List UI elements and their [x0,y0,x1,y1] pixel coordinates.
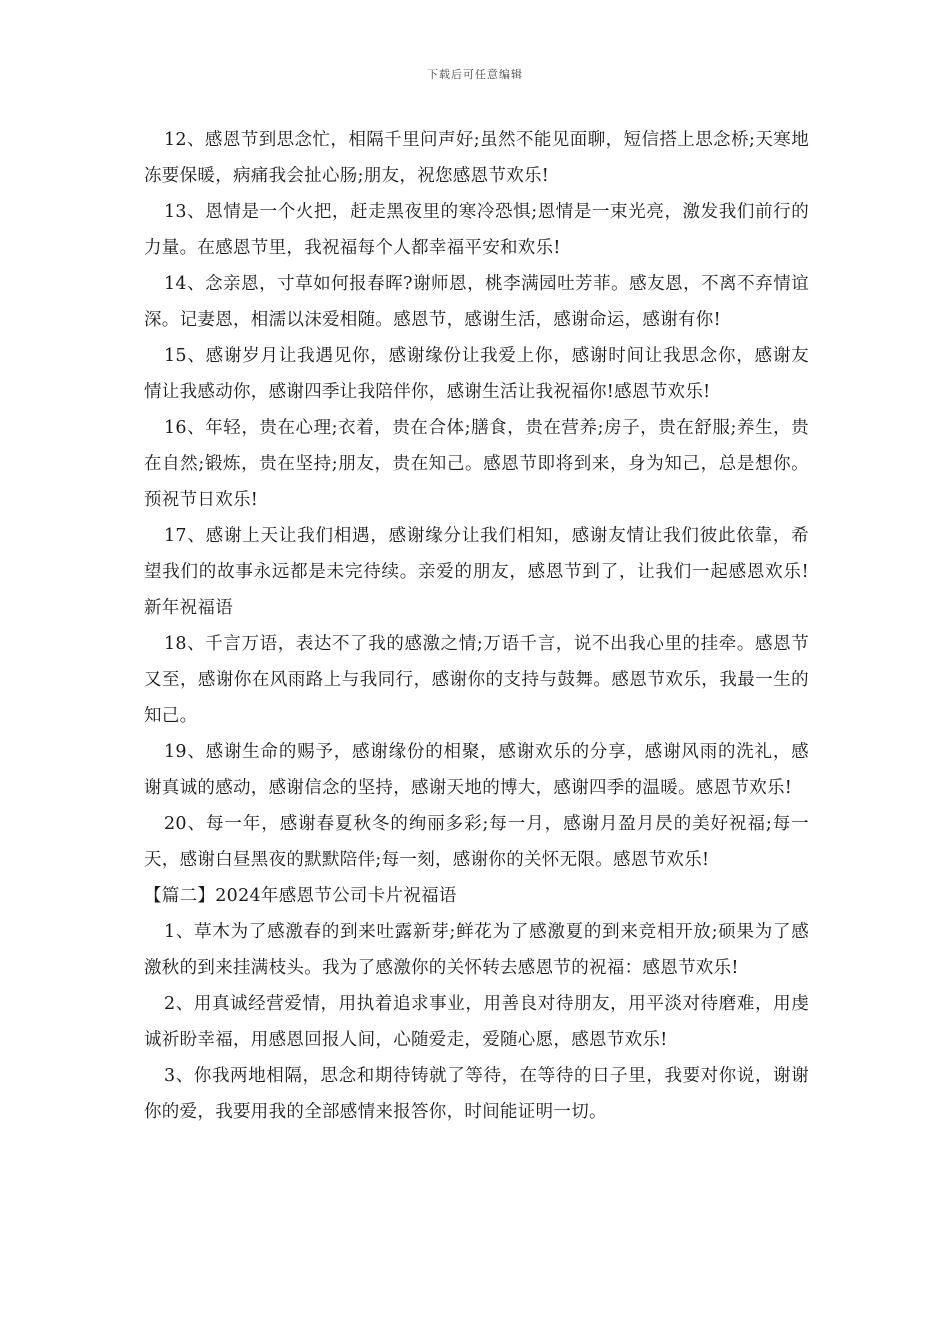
paragraph-3: 3、你我两地相隔，思念和期待铸就了等待，在等待的日子里，我要对你说，谢谢你的爱，我要用我的全部感情来报答你，时间能证明一切。 [144,1066,809,1122]
paragraph-17: 17、感谢上天让我们相遇，感谢缘分让我们相知，感谢友情让我们彼此依靠，希望我们的故事永远都是未完待续。亲爱的朋友，感恩节到了，让我们一起感恩欢乐!新年祝福语 [144,526,809,618]
document-body [144,122,809,1130]
paragraph-18: 18、千言万语，表达不了我的感激之情;万语千言，说不出我心里的挂牵。感恩节又至，感谢你在风雨路上与我同行，感谢你的支持与鼓舞。感恩节欢乐，我最一生的知己。 [144,634,809,726]
page-header-note: 下载后可任意编辑 [427,68,523,81]
paragraph-16: 16、年轻，贵在心理;衣着，贵在合体;膳食，贵在营养;房子，贵在舒服;养生，贵在自然;锻炼，贵在坚持;朋友，贵在知己。感恩节即将到来，身为知己，总是想你。预祝节日欢乐! [144,418,809,510]
paragraph-13: 13、恩情是一个火把，赶走黑夜里的寒冷恐惧;恩情是一束光亮，激发我们前行的力量。在感恩节里，我祝福每个人都幸福平安和欢乐! [144,202,809,258]
paragraph-15: 15、感谢岁月让我遇见你，感谢缘份让我爱上你，感谢时间让我思念你，感谢友情让我感动你，感谢四季让我陪伴你，感谢生活让我祝福你!感恩节欢乐! [144,346,809,402]
paragraph-20: 20、每一年，感谢春夏秋冬的绚丽多彩;每一月，感谢月盈月昃的美好祝福;每一天，感谢白昼黑夜的默默陪伴;每一刻，感谢你的关怀无限。感恩节欢乐! [144,814,809,870]
section-heading: 【篇二】2024年感恩节公司卡片祝福语 [144,886,457,906]
paragraph-19: 19、感谢生命的赐予，感谢缘份的相聚，感谢欢乐的分享，感谢风雨的洗礼，感谢真诚的感动，感谢信念的坚持，感谢天地的博大，感谢四季的温暖。感恩节欢乐! [144,742,809,798]
paragraph-12: 12、感恩节到思念忙，相隔千里问声好;虽然不能见面聊，短信搭上思念桥;天寒地冻要保暖，病痛我会扯心肠;朋友，祝您感恩节欢乐! [144,130,809,186]
paragraph-14: 14、念亲恩，寸草如何报春晖?谢师恩，桃李满园吐芳菲。感友恩，不离不弃情谊深。记妻恩，相濡以沫爱相随。感恩节，感谢生活，感谢命运，感谢有你! [144,274,809,330]
paragraph-2: 2、用真诚经营爱情，用执着追求事业，用善良对待朋友，用平淡对待磨难，用虔诚祈盼幸福，用感恩回报人间，心随爱走，爱随心愿，感恩节欢乐! [144,994,809,1050]
paragraph-1: 1、草木为了感激春的到来吐露新芽;鲜花为了感激夏的到来竞相开放;硕果为了感激秋的到来挂满枝头。我为了感激你的关怀转去感恩节的祝福：感恩节欢乐! [144,922,809,978]
